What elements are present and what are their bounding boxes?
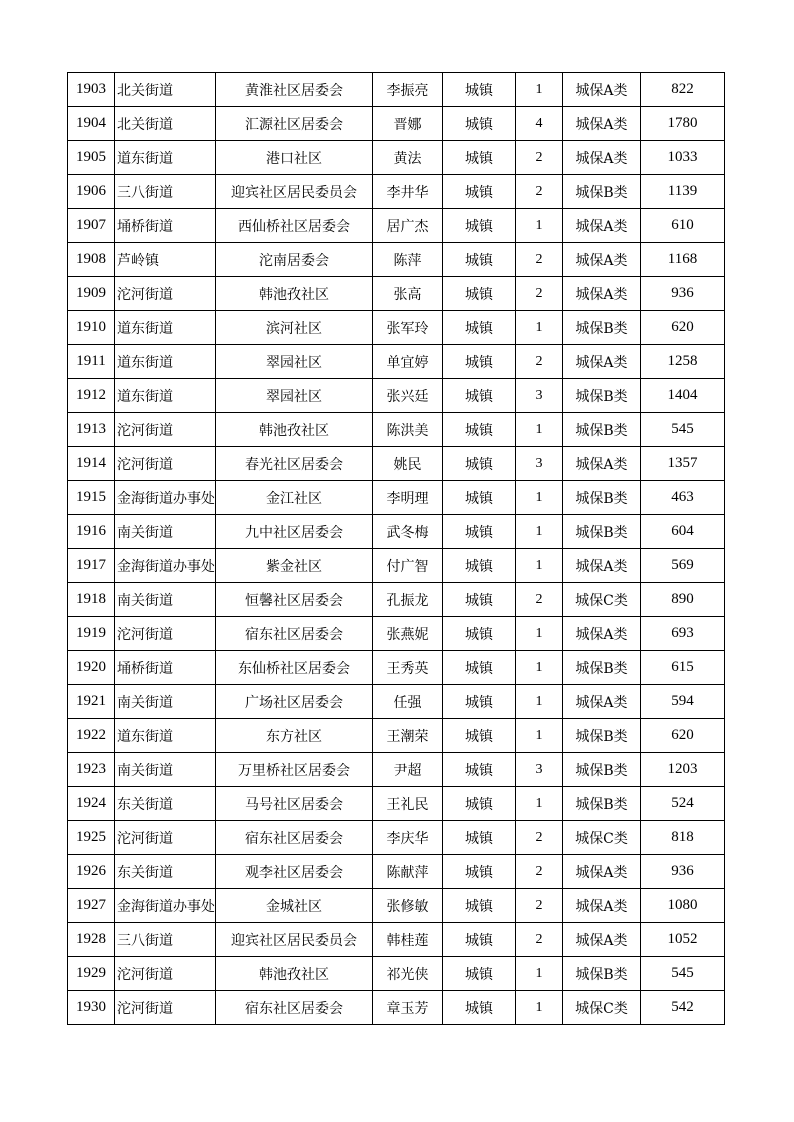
household-count-cell: 2 <box>516 889 563 923</box>
person-name-cell: 孔振龙 <box>373 583 443 617</box>
insurance-category-cell: 城保B类 <box>563 481 641 515</box>
person-name-cell: 任强 <box>373 685 443 719</box>
table-row <box>68 957 725 991</box>
household-count-cell: 1 <box>516 515 563 549</box>
insurance-category-cell: 城保A类 <box>563 923 641 957</box>
person-name-cell: 张燕妮 <box>373 617 443 651</box>
street-cell: 沱河街道 <box>115 957 216 991</box>
amount-cell: 1139 <box>641 175 725 209</box>
table-row <box>68 413 725 447</box>
person-name-cell: 晋娜 <box>373 107 443 141</box>
insurance-category-cell: 城保B类 <box>563 787 641 821</box>
row-number-cell: 1907 <box>68 209 115 243</box>
person-name-cell: 武冬梅 <box>373 515 443 549</box>
table-row <box>68 651 725 685</box>
area-type-cell: 城镇 <box>443 277 516 311</box>
household-count-cell: 2 <box>516 141 563 175</box>
insurance-category-cell: 城保A类 <box>563 345 641 379</box>
community-cell: 西仙桥社区居委会 <box>216 209 373 243</box>
area-type-cell: 城镇 <box>443 821 516 855</box>
person-name-cell: 李井华 <box>373 175 443 209</box>
community-cell: 港口社区 <box>216 141 373 175</box>
insurance-category-cell: 城保A类 <box>563 617 641 651</box>
street-cell: 金海街道办事处 <box>115 889 216 923</box>
person-name-cell: 王秀英 <box>373 651 443 685</box>
row-number-cell: 1916 <box>68 515 115 549</box>
household-count-cell: 1 <box>516 413 563 447</box>
row-number-cell: 1917 <box>68 549 115 583</box>
table-row <box>68 991 725 1025</box>
person-name-cell: 韩桂莲 <box>373 923 443 957</box>
household-count-cell: 2 <box>516 277 563 311</box>
street-cell: 沱河街道 <box>115 821 216 855</box>
table-row <box>68 583 725 617</box>
row-number-cell: 1909 <box>68 277 115 311</box>
amount-cell: 610 <box>641 209 725 243</box>
table-row <box>68 481 725 515</box>
community-cell: 滨河社区 <box>216 311 373 345</box>
row-number-cell: 1908 <box>68 243 115 277</box>
table-row <box>68 277 725 311</box>
street-cell: 南关街道 <box>115 515 216 549</box>
insurance-category-cell: 城保B类 <box>563 957 641 991</box>
area-type-cell: 城镇 <box>443 175 516 209</box>
amount-cell: 1258 <box>641 345 725 379</box>
insurance-category-cell: 城保B类 <box>563 515 641 549</box>
amount-cell: 1203 <box>641 753 725 787</box>
amount-cell: 604 <box>641 515 725 549</box>
area-type-cell: 城镇 <box>443 379 516 413</box>
row-number-cell: 1904 <box>68 107 115 141</box>
community-cell: 宿东社区居委会 <box>216 991 373 1025</box>
community-cell: 观李社区居委会 <box>216 855 373 889</box>
row-number-cell: 1919 <box>68 617 115 651</box>
table-row <box>68 549 725 583</box>
table-row <box>68 243 725 277</box>
street-cell: 沱河街道 <box>115 447 216 481</box>
insurance-category-cell: 城保B类 <box>563 379 641 413</box>
community-cell: 金江社区 <box>216 481 373 515</box>
community-cell: 迎宾社区居民委员会 <box>216 923 373 957</box>
household-count-cell: 1 <box>516 719 563 753</box>
household-count-cell: 2 <box>516 175 563 209</box>
household-count-cell: 3 <box>516 447 563 481</box>
insurance-category-cell: 城保B类 <box>563 311 641 345</box>
row-number-cell: 1930 <box>68 991 115 1025</box>
table-body <box>68 73 725 1025</box>
row-number-cell: 1927 <box>68 889 115 923</box>
street-cell: 沱河街道 <box>115 413 216 447</box>
table-row <box>68 345 725 379</box>
area-type-cell: 城镇 <box>443 753 516 787</box>
area-type-cell: 城镇 <box>443 685 516 719</box>
household-count-cell: 1 <box>516 957 563 991</box>
amount-cell: 1080 <box>641 889 725 923</box>
area-type-cell: 城镇 <box>443 107 516 141</box>
insurance-category-cell: 城保A类 <box>563 73 641 107</box>
community-cell: 马号社区居委会 <box>216 787 373 821</box>
community-cell: 广场社区居委会 <box>216 685 373 719</box>
household-count-cell: 2 <box>516 243 563 277</box>
street-cell: 道东街道 <box>115 141 216 175</box>
person-name-cell: 李振亮 <box>373 73 443 107</box>
insurance-category-cell: 城保A类 <box>563 277 641 311</box>
area-type-cell: 城镇 <box>443 141 516 175</box>
table-row <box>68 209 725 243</box>
insurance-category-cell: 城保C类 <box>563 991 641 1025</box>
table-row <box>68 821 725 855</box>
table-row <box>68 685 725 719</box>
area-type-cell: 城镇 <box>443 787 516 821</box>
insurance-category-cell: 城保B类 <box>563 753 641 787</box>
community-cell: 翠园社区 <box>216 345 373 379</box>
insurance-category-cell: 城保A类 <box>563 855 641 889</box>
area-type-cell: 城镇 <box>443 719 516 753</box>
household-count-cell: 3 <box>516 379 563 413</box>
area-type-cell: 城镇 <box>443 447 516 481</box>
street-cell: 道东街道 <box>115 311 216 345</box>
amount-cell: 890 <box>641 583 725 617</box>
row-number-cell: 1928 <box>68 923 115 957</box>
table-row <box>68 73 725 107</box>
community-cell: 汇源社区居委会 <box>216 107 373 141</box>
person-name-cell: 祁光侠 <box>373 957 443 991</box>
community-cell: 沱南居委会 <box>216 243 373 277</box>
person-name-cell: 张兴廷 <box>373 379 443 413</box>
street-cell: 道东街道 <box>115 719 216 753</box>
person-name-cell: 张高 <box>373 277 443 311</box>
person-name-cell: 李庆华 <box>373 821 443 855</box>
table-row <box>68 787 725 821</box>
person-name-cell: 章玉芳 <box>373 991 443 1025</box>
person-name-cell: 居广杰 <box>373 209 443 243</box>
amount-cell: 1357 <box>641 447 725 481</box>
street-cell: 三八街道 <box>115 175 216 209</box>
community-cell: 春光社区居委会 <box>216 447 373 481</box>
row-number-cell: 1914 <box>68 447 115 481</box>
row-number-cell: 1911 <box>68 345 115 379</box>
community-cell: 韩池孜社区 <box>216 413 373 447</box>
household-count-cell: 1 <box>516 73 563 107</box>
person-name-cell: 王礼民 <box>373 787 443 821</box>
amount-cell: 620 <box>641 311 725 345</box>
community-cell: 东方社区 <box>216 719 373 753</box>
household-count-cell: 1 <box>516 481 563 515</box>
row-number-cell: 1910 <box>68 311 115 345</box>
row-number-cell: 1913 <box>68 413 115 447</box>
table-row <box>68 311 725 345</box>
row-number-cell: 1922 <box>68 719 115 753</box>
amount-cell: 936 <box>641 277 725 311</box>
street-cell: 三八街道 <box>115 923 216 957</box>
street-cell: 埇桥街道 <box>115 651 216 685</box>
household-count-cell: 1 <box>516 549 563 583</box>
community-cell: 黄淮社区居委会 <box>216 73 373 107</box>
row-number-cell: 1925 <box>68 821 115 855</box>
household-count-cell: 2 <box>516 345 563 379</box>
street-cell: 东关街道 <box>115 787 216 821</box>
row-number-cell: 1915 <box>68 481 115 515</box>
insurance-category-cell: 城保B类 <box>563 175 641 209</box>
street-cell: 道东街道 <box>115 379 216 413</box>
person-name-cell: 张军玲 <box>373 311 443 345</box>
street-cell: 芦岭镇 <box>115 243 216 277</box>
table-row <box>68 923 725 957</box>
area-type-cell: 城镇 <box>443 889 516 923</box>
area-type-cell: 城镇 <box>443 209 516 243</box>
amount-cell: 1052 <box>641 923 725 957</box>
household-count-cell: 4 <box>516 107 563 141</box>
area-type-cell: 城镇 <box>443 991 516 1025</box>
table-row <box>68 141 725 175</box>
table-row <box>68 515 725 549</box>
amount-cell: 1780 <box>641 107 725 141</box>
community-cell: 宿东社区居委会 <box>216 821 373 855</box>
person-name-cell: 姚民 <box>373 447 443 481</box>
household-count-cell: 1 <box>516 991 563 1025</box>
insurance-category-cell: 城保A类 <box>563 549 641 583</box>
amount-cell: 1168 <box>641 243 725 277</box>
community-cell: 韩池孜社区 <box>216 277 373 311</box>
household-count-cell: 2 <box>516 821 563 855</box>
community-cell: 万里桥社区居委会 <box>216 753 373 787</box>
amount-cell: 545 <box>641 413 725 447</box>
community-cell: 翠园社区 <box>216 379 373 413</box>
insurance-category-cell: 城保A类 <box>563 243 641 277</box>
street-cell: 沱河街道 <box>115 617 216 651</box>
amount-cell: 569 <box>641 549 725 583</box>
household-count-cell: 2 <box>516 855 563 889</box>
person-name-cell: 张修敏 <box>373 889 443 923</box>
row-number-cell: 1906 <box>68 175 115 209</box>
area-type-cell: 城镇 <box>443 413 516 447</box>
street-cell: 道东街道 <box>115 345 216 379</box>
street-cell: 东关街道 <box>115 855 216 889</box>
row-number-cell: 1926 <box>68 855 115 889</box>
street-cell: 埇桥街道 <box>115 209 216 243</box>
household-count-cell: 1 <box>516 651 563 685</box>
household-count-cell: 1 <box>516 209 563 243</box>
table-row <box>68 719 725 753</box>
table-row <box>68 889 725 923</box>
amount-cell: 524 <box>641 787 725 821</box>
amount-cell: 822 <box>641 73 725 107</box>
table-row <box>68 447 725 481</box>
insurance-category-cell: 城保C类 <box>563 583 641 617</box>
insurance-category-cell: 城保A类 <box>563 141 641 175</box>
person-name-cell: 陈萍 <box>373 243 443 277</box>
household-count-cell: 2 <box>516 583 563 617</box>
person-name-cell: 尹超 <box>373 753 443 787</box>
area-type-cell: 城镇 <box>443 345 516 379</box>
insurance-category-cell: 城保B类 <box>563 413 641 447</box>
row-number-cell: 1905 <box>68 141 115 175</box>
household-count-cell: 1 <box>516 685 563 719</box>
table-row <box>68 855 725 889</box>
area-type-cell: 城镇 <box>443 549 516 583</box>
row-number-cell: 1918 <box>68 583 115 617</box>
area-type-cell: 城镇 <box>443 617 516 651</box>
street-cell: 沱河街道 <box>115 277 216 311</box>
amount-cell: 542 <box>641 991 725 1025</box>
household-count-cell: 2 <box>516 923 563 957</box>
area-type-cell: 城镇 <box>443 923 516 957</box>
records-table <box>67 72 725 1025</box>
amount-cell: 545 <box>641 957 725 991</box>
street-cell: 北关街道 <box>115 107 216 141</box>
table-row <box>68 753 725 787</box>
household-count-cell: 1 <box>516 787 563 821</box>
amount-cell: 620 <box>641 719 725 753</box>
community-cell: 恒馨社区居委会 <box>216 583 373 617</box>
insurance-category-cell: 城保B类 <box>563 719 641 753</box>
household-count-cell: 1 <box>516 617 563 651</box>
table-row <box>68 175 725 209</box>
row-number-cell: 1923 <box>68 753 115 787</box>
area-type-cell: 城镇 <box>443 73 516 107</box>
table-row <box>68 379 725 413</box>
insurance-category-cell: 城保A类 <box>563 447 641 481</box>
street-cell: 沱河街道 <box>115 991 216 1025</box>
community-cell: 宿东社区居委会 <box>216 617 373 651</box>
insurance-category-cell: 城保A类 <box>563 889 641 923</box>
area-type-cell: 城镇 <box>443 583 516 617</box>
amount-cell: 594 <box>641 685 725 719</box>
amount-cell: 1033 <box>641 141 725 175</box>
household-count-cell: 3 <box>516 753 563 787</box>
area-type-cell: 城镇 <box>443 651 516 685</box>
area-type-cell: 城镇 <box>443 481 516 515</box>
person-name-cell: 李明理 <box>373 481 443 515</box>
amount-cell: 693 <box>641 617 725 651</box>
community-cell: 韩池孜社区 <box>216 957 373 991</box>
street-cell: 金海街道办事处 <box>115 481 216 515</box>
person-name-cell: 黄法 <box>373 141 443 175</box>
community-cell: 迎宾社区居民委员会 <box>216 175 373 209</box>
person-name-cell: 陈洪美 <box>373 413 443 447</box>
area-type-cell: 城镇 <box>443 957 516 991</box>
community-cell: 紫金社区 <box>216 549 373 583</box>
street-cell: 南关街道 <box>115 753 216 787</box>
person-name-cell: 单宜婷 <box>373 345 443 379</box>
insurance-category-cell: 城保A类 <box>563 107 641 141</box>
community-cell: 东仙桥社区居委会 <box>216 651 373 685</box>
amount-cell: 615 <box>641 651 725 685</box>
area-type-cell: 城镇 <box>443 515 516 549</box>
table-row <box>68 107 725 141</box>
area-type-cell: 城镇 <box>443 243 516 277</box>
area-type-cell: 城镇 <box>443 311 516 345</box>
community-cell: 金城社区 <box>216 889 373 923</box>
row-number-cell: 1924 <box>68 787 115 821</box>
insurance-category-cell: 城保B类 <box>563 651 641 685</box>
street-cell: 北关街道 <box>115 73 216 107</box>
community-cell: 九中社区居委会 <box>216 515 373 549</box>
street-cell: 金海街道办事处 <box>115 549 216 583</box>
row-number-cell: 1921 <box>68 685 115 719</box>
row-number-cell: 1929 <box>68 957 115 991</box>
insurance-category-cell: 城保A类 <box>563 685 641 719</box>
insurance-category-cell: 城保A类 <box>563 209 641 243</box>
amount-cell: 1404 <box>641 379 725 413</box>
row-number-cell: 1903 <box>68 73 115 107</box>
person-name-cell: 付广智 <box>373 549 443 583</box>
person-name-cell: 王潮荣 <box>373 719 443 753</box>
area-type-cell: 城镇 <box>443 855 516 889</box>
person-name-cell: 陈献萍 <box>373 855 443 889</box>
insurance-category-cell: 城保C类 <box>563 821 641 855</box>
street-cell: 南关街道 <box>115 583 216 617</box>
table-row <box>68 617 725 651</box>
amount-cell: 818 <box>641 821 725 855</box>
street-cell: 南关街道 <box>115 685 216 719</box>
amount-cell: 463 <box>641 481 725 515</box>
amount-cell: 936 <box>641 855 725 889</box>
row-number-cell: 1920 <box>68 651 115 685</box>
row-number-cell: 1912 <box>68 379 115 413</box>
household-count-cell: 1 <box>516 311 563 345</box>
